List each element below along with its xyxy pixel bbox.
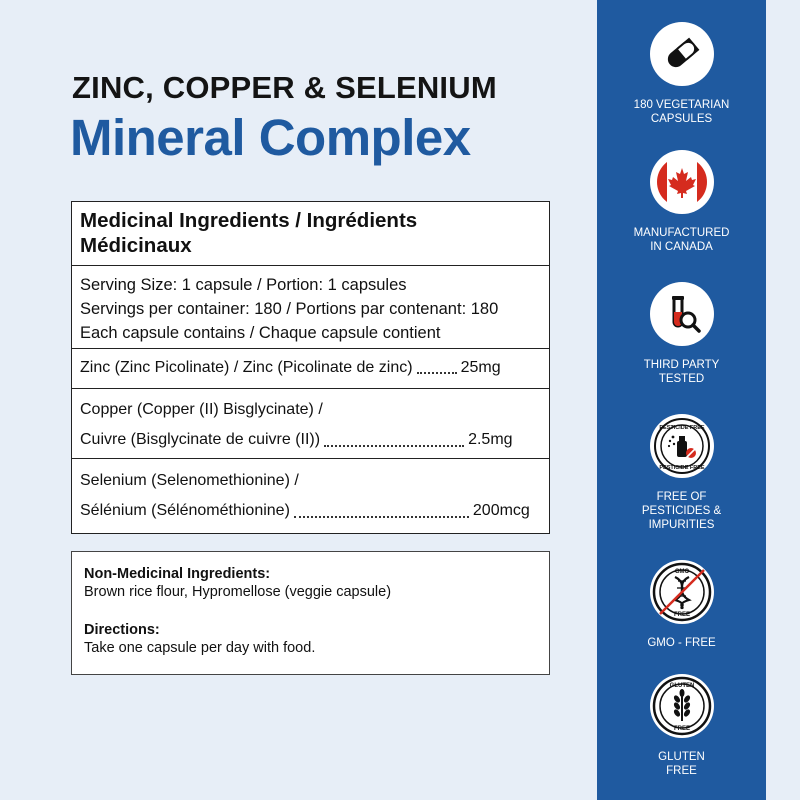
- badge-made-in-canada: [597, 150, 766, 254]
- ingredient-amount: 2.5mg: [468, 431, 513, 448]
- product-subtitle: ZINC, COPPER & SELENIUM: [72, 70, 497, 105]
- badge-label: MANUFACTURED IN CANADA: [633, 227, 730, 253]
- seal-text-bottom: PESTICIDE FREE: [658, 465, 705, 471]
- table-heading: [72, 202, 549, 266]
- servings-per-container: Servings per container: 180 / Portions par contenant: 180: [80, 300, 499, 318]
- badge-pesticide-free: [597, 414, 766, 532]
- badge-third-party-tested: [597, 282, 766, 386]
- seal-text-top: PESTICIDE FREE: [658, 425, 705, 431]
- serving-info: [72, 266, 549, 349]
- non-medicinal-box: [71, 551, 550, 675]
- ingredient-name: Copper (Copper (II) Bisglycinate) /: [80, 401, 323, 418]
- dot-leader: [294, 496, 469, 518]
- test-tube-icon: [650, 282, 714, 346]
- directions-text: Take one capsule per day with food.: [84, 640, 316, 656]
- badge-label: FREE OF PESTICIDES & IMPURITIES: [641, 491, 722, 531]
- ingredient-row-copper: [72, 389, 549, 459]
- badge-label: THIRD PARTY TESTED: [643, 359, 720, 385]
- seal-text-top: GMO: [674, 569, 689, 575]
- canada-flag-icon: [650, 150, 714, 214]
- badge-label: GMO - FREE: [647, 637, 716, 649]
- each-capsule-contains: Each capsule contains / Chaque capsule contient: [80, 324, 441, 342]
- ingredient-amount: 200mcg: [472, 502, 530, 519]
- pesticide-free-icon: [650, 414, 714, 478]
- ingredient-name-fr: Cuivre (Bisglycinate de cuivre (II)): [80, 431, 321, 448]
- badge-vegetarian-capsules: [597, 22, 766, 126]
- heading-line-2: Médicinaux: [80, 234, 192, 257]
- product-title: Mineral Complex: [70, 109, 471, 166]
- ingredient-name: Zinc (Zinc Picolinate) / Zinc (Picolinate de zinc): [80, 359, 413, 376]
- directions-label: Directions:: [84, 622, 160, 638]
- ingredient-name: Selenium (Selenomethionine) /: [80, 472, 299, 489]
- ingredient-row-selenium: [72, 459, 549, 533]
- gmo-free-icon: [650, 560, 714, 624]
- badge-gmo-free: [597, 560, 766, 650]
- seal-text-top: GLUTEN: [669, 683, 694, 689]
- gluten-free-icon: [650, 674, 714, 738]
- dot-leader: [417, 358, 457, 374]
- seal-text-bottom: FREE: [673, 612, 690, 618]
- heading-line-1: Medicinal Ingredients / Ingrédients: [80, 209, 418, 232]
- medicinal-ingredients-table: [71, 201, 550, 534]
- serving-size: Serving Size: 1 capsule / Portion: 1 capsules: [80, 276, 407, 294]
- badge-label: GLUTEN FREE: [658, 751, 705, 777]
- ingredient-name-fr: Sélénium (Sélénométhionine): [80, 502, 290, 519]
- ingredient-amount: 25mg: [460, 359, 501, 376]
- badge-gluten-free: [597, 674, 766, 778]
- features-sidebar: [597, 0, 766, 800]
- capsule-icon: [650, 22, 714, 86]
- ingredient-row-zinc: [72, 349, 549, 389]
- right-margin: [766, 0, 800, 800]
- non-medicinal-label: Non-Medicinal Ingredients:: [84, 566, 271, 582]
- dot-leader: [324, 425, 464, 447]
- seal-text-bottom: FREE: [673, 726, 690, 732]
- non-medicinal-text: Brown rice flour, Hypromellose (veggie capsule): [84, 584, 392, 600]
- badge-label: 180 VEGETARIAN CAPSULES: [633, 99, 730, 125]
